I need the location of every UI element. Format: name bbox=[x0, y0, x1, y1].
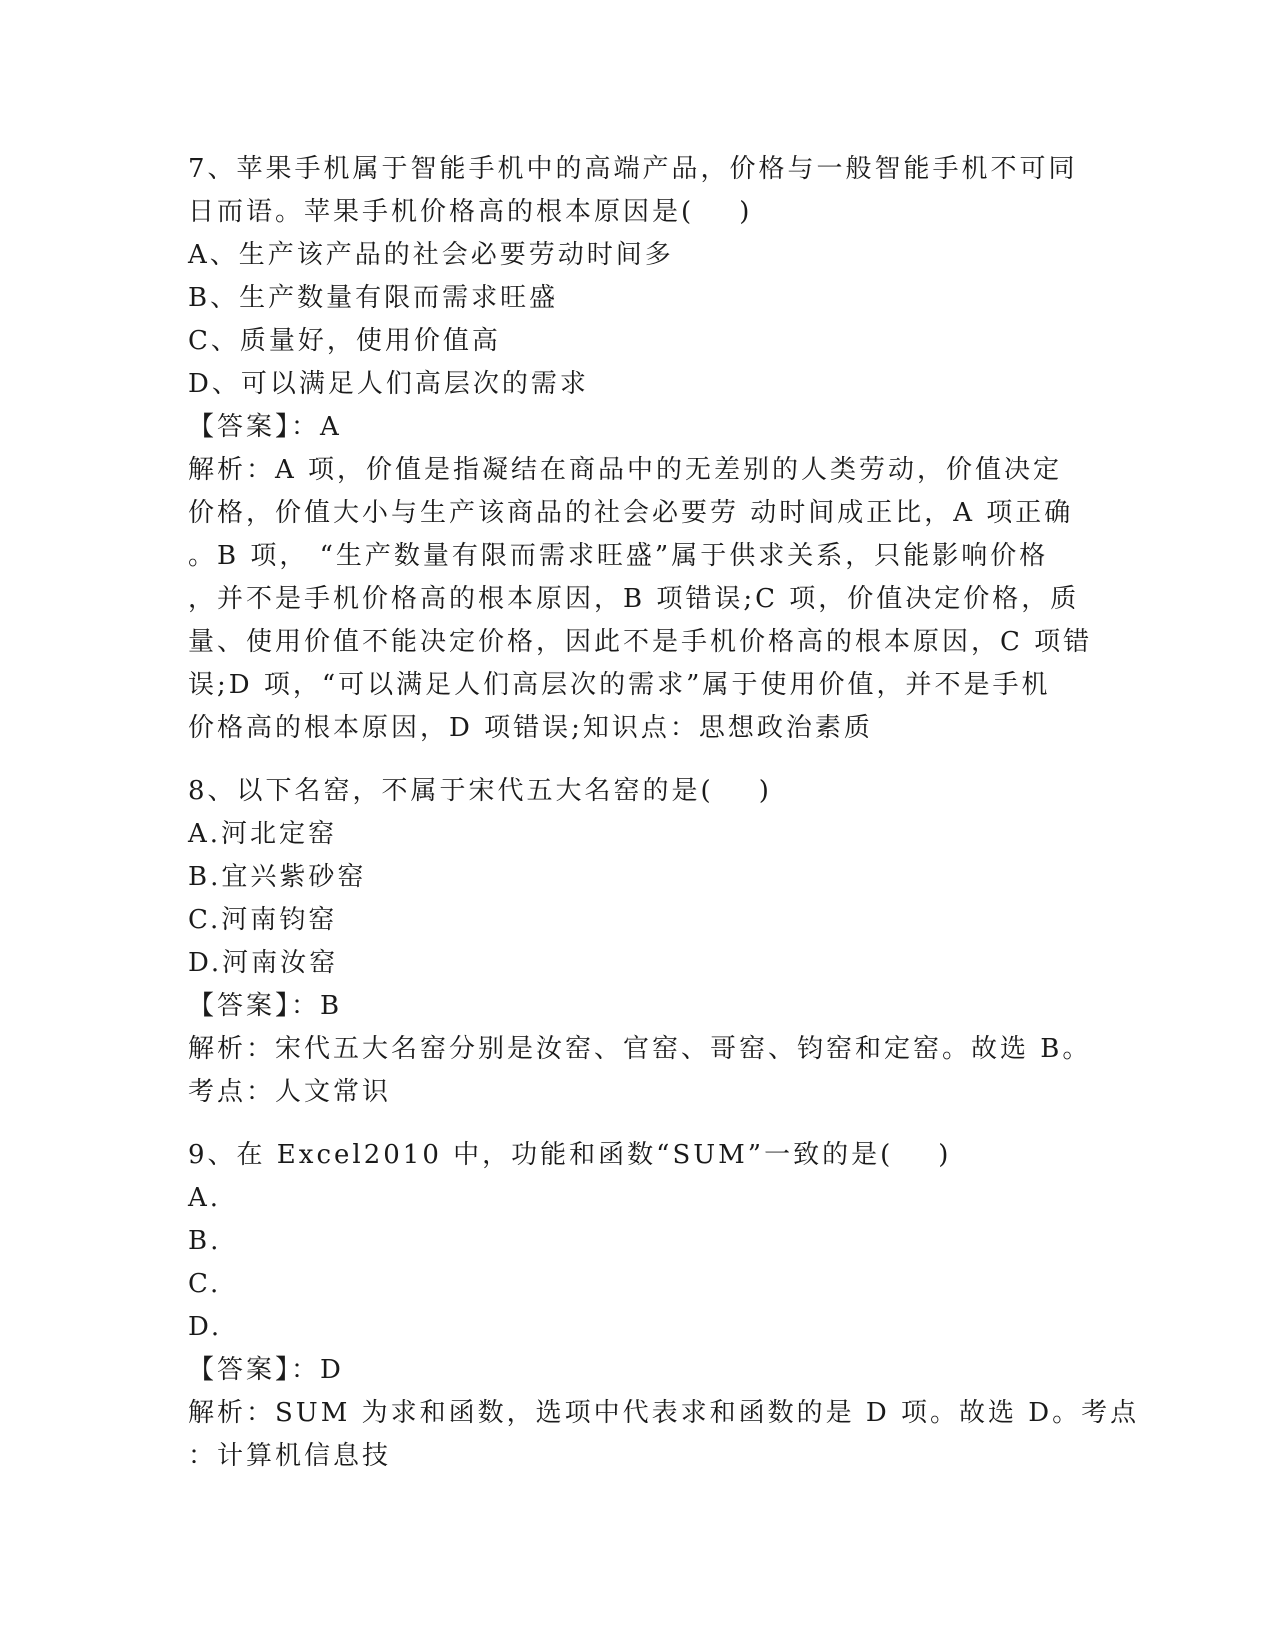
answer: 【答案】：A bbox=[188, 412, 342, 442]
option-d: D、可以满足人们高层次的需求 bbox=[188, 369, 589, 399]
answer: 【答案】：D bbox=[188, 1355, 344, 1385]
analysis-text: 价格高的根本原因，D 项错误;知识点：思想政治素质 bbox=[188, 713, 873, 743]
option-a: A、生产该产品的社会必要劳动时间多 bbox=[188, 240, 674, 270]
analysis-text: ：计算机信息技 bbox=[188, 1441, 392, 1471]
question-text: 9、在 Excel2010 中，功能和函数“SUM”一致的是( ) bbox=[188, 1140, 952, 1170]
option-a: A.河北定窑 bbox=[188, 819, 338, 849]
analysis-text: 解析：SUM 为求和函数，选项中代表求和函数的是 D 项。故选 D。考点 bbox=[188, 1398, 1140, 1428]
question-gap bbox=[188, 750, 1088, 770]
analysis-text: ，并不是手机价格高的根本原因，B 项错误;C 项，价值决定价格，质 bbox=[188, 584, 1080, 614]
option-d: D.河南汝窑 bbox=[188, 948, 339, 978]
question-text: 8、以下名窑，不属于宋代五大名窑的是( ) bbox=[188, 776, 772, 806]
option-a: A. bbox=[188, 1183, 222, 1213]
option-c: C. bbox=[188, 1269, 222, 1299]
option-d: D. bbox=[188, 1312, 223, 1342]
option-c: C.河南钧窑 bbox=[188, 905, 338, 935]
option-b: B.宜兴紫砂窑 bbox=[188, 862, 367, 892]
question-9 bbox=[188, 1134, 1140, 1478]
analysis-text: 。B 项， “生产数量有限而需求旺盛”属于供求关系，只能影响价格 bbox=[188, 541, 1049, 571]
analysis-text: 价格，价值大小与生产该商品的社会必要劳 动时间成正比，A 项正确 bbox=[188, 498, 1074, 528]
question-7 bbox=[188, 148, 1093, 750]
question-list bbox=[188, 148, 1140, 1478]
question-text: 7、苹果手机属于智能手机中的高端产品，价格与一般智能手机不可同 bbox=[188, 154, 1078, 184]
answer: 【答案】：B bbox=[188, 991, 343, 1021]
analysis-text: 考点：人文常识 bbox=[188, 1077, 392, 1107]
analysis-text: 解析：A 项，价值是指凝结在商品中的无差别的人类劳动，价值决定 bbox=[188, 455, 1063, 485]
option-b: B、生产数量有限而需求旺盛 bbox=[188, 283, 559, 313]
analysis-text: 解析：宋代五大名窑分别是汝窑、官窑、哥窑、钧窑和定窑。故选 B。 bbox=[188, 1034, 1092, 1064]
analysis-text: 量、使用价值不能决定价格，因此不是手机价格高的根本原因，C 项错 bbox=[188, 627, 1093, 657]
question-8 bbox=[188, 770, 1092, 1114]
question-text: 日而语。苹果手机价格高的根本原因是( ) bbox=[188, 197, 753, 227]
option-b: B. bbox=[188, 1226, 222, 1256]
option-c: C、质量好，使用价值高 bbox=[188, 326, 501, 356]
analysis-text: 误;D 项，“可以满足人们高层次的需求”属于使用价值，并不是手机 bbox=[188, 670, 1051, 700]
question-gap bbox=[188, 1114, 1088, 1134]
